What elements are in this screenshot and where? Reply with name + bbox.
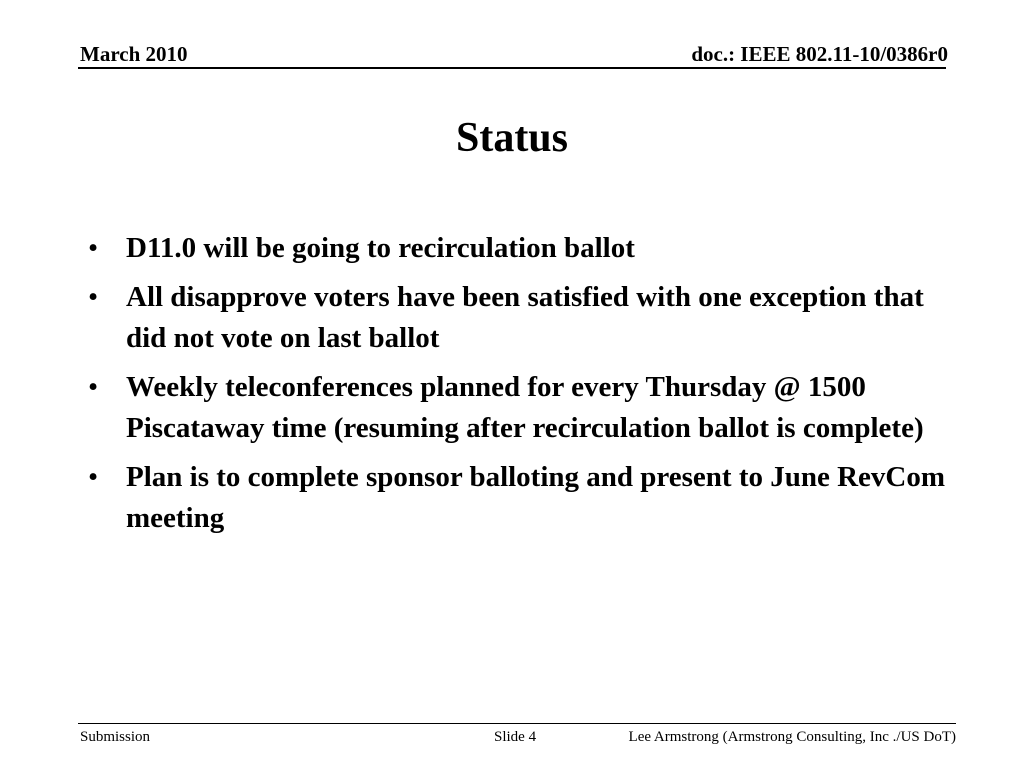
bullet-text: D11.0 will be going to recirculation ballot — [126, 232, 635, 264]
bullet-item — [88, 228, 948, 269]
bullet-marker: • — [88, 232, 99, 264]
bullet-text: All disapprove voters have been satisfied with one exception that did not vote on last ballot — [126, 281, 924, 354]
bullet-marker: • — [88, 281, 99, 313]
bullet-item — [88, 277, 948, 359]
slide-title: Status — [455, 115, 569, 161]
header-doc-id: doc.: IEEE 802.11-10/0386r0 — [691, 42, 948, 66]
bullet-text: Weekly teleconferences planned for every Thursday @ 1500 Piscataway time (resuming after recirculation ballot is complete) — [126, 371, 924, 444]
bullet-marker: • — [88, 371, 99, 403]
footer-submission: Submission — [80, 729, 151, 745]
bullet-item — [88, 367, 948, 449]
bullet-marker: • — [88, 461, 99, 493]
bullet-item — [88, 457, 948, 539]
footer-slide-number: Slide 4 — [494, 729, 537, 745]
bullet-list — [88, 228, 948, 547]
footer-divider — [78, 723, 956, 724]
footer-author: Lee Armstrong (Armstrong Consulting, Inc ./US DoT) — [628, 729, 956, 745]
header-date: March 2010 — [80, 42, 188, 66]
header-divider — [78, 67, 946, 69]
bullet-text: Plan is to complete sponsor balloting and present to June RevCom meeting — [126, 461, 946, 534]
